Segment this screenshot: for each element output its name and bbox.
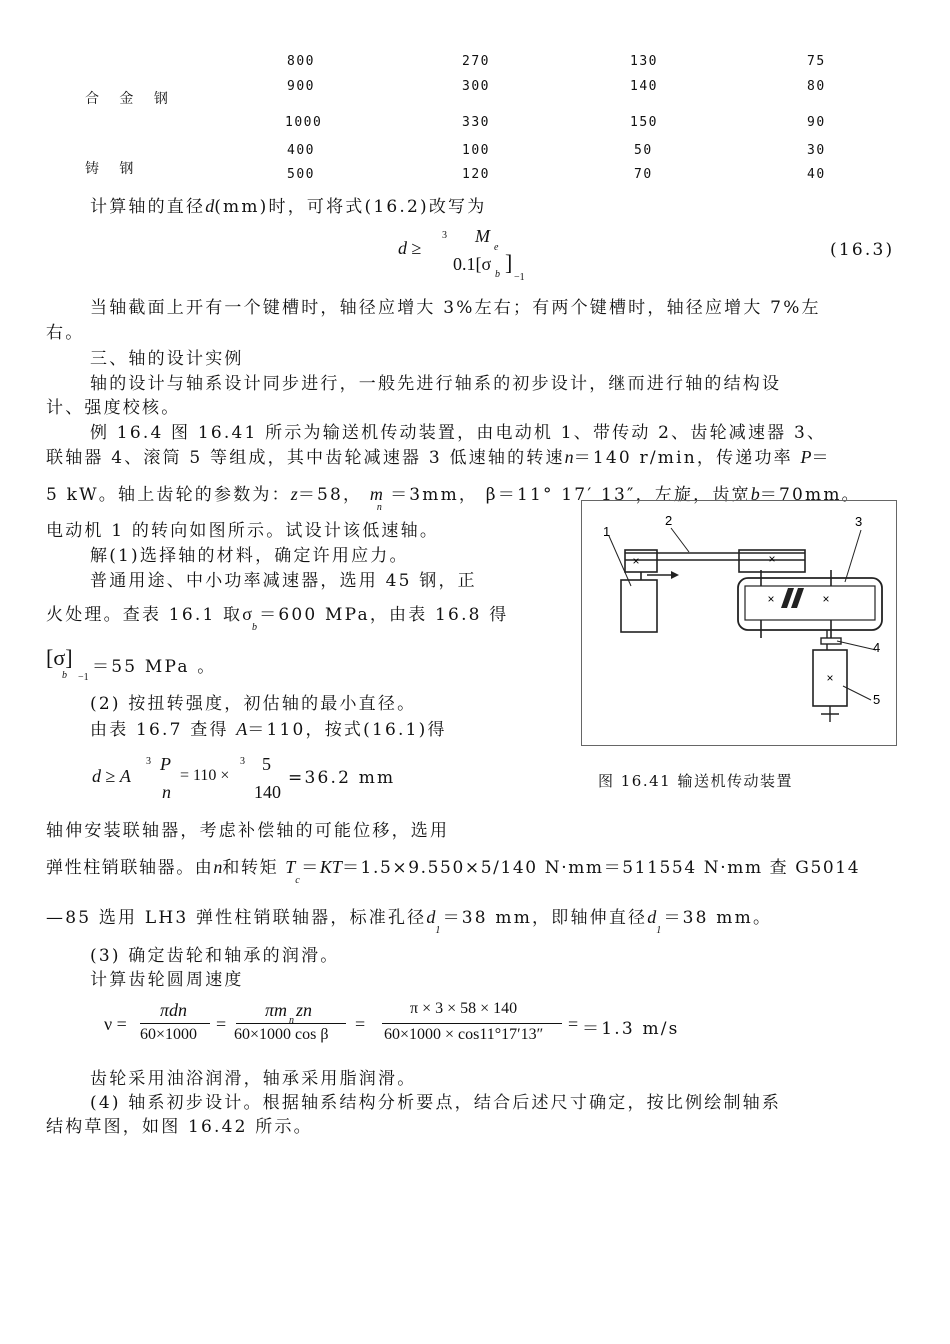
- text-run: ＝140 r/min，传递功率: [573, 448, 793, 468]
- text-run: 和转矩: [222, 858, 279, 878]
- text-run: ＝58，: [297, 485, 363, 505]
- math-var: b: [750, 484, 760, 504]
- svg-text:×: ×: [822, 592, 830, 606]
- math-num: 5: [262, 754, 271, 774]
- text-run: ＝38 mm。: [663, 908, 773, 928]
- math-var: d: [426, 907, 436, 927]
- text-run: ＝: [811, 448, 831, 468]
- math-op: = 110 ×: [180, 767, 230, 784]
- svg-text:×: ×: [632, 554, 640, 568]
- table-group-label: 合 金 钢: [85, 91, 174, 107]
- math-sub: b: [62, 670, 67, 681]
- text-run: 5 kW。轴上齿轮的参数为：: [46, 485, 291, 505]
- math-var: z: [290, 484, 298, 504]
- table-cell: 270: [462, 54, 490, 69]
- math-den: 0.1[σ: [453, 254, 492, 274]
- math-num: πm: [265, 1000, 288, 1020]
- bracket: ]: [505, 250, 513, 275]
- svg-text:×: ×: [767, 592, 775, 606]
- table-cell: 50: [634, 143, 653, 158]
- label-4: 4: [873, 640, 881, 655]
- paragraph-line: [46, 853, 861, 886]
- text-run: 火处理。查表 16.1 取: [46, 605, 243, 625]
- math-var: d: [92, 766, 101, 786]
- table-cell: 30: [807, 143, 826, 158]
- table-cell: 400: [287, 143, 315, 158]
- math-var: M: [475, 226, 490, 246]
- svg-text:×: ×: [768, 552, 776, 566]
- text-run: ＝1.5×9.550×5/140 N·mm＝511554 N·mm 查 G5014: [341, 858, 861, 878]
- math-var: d: [647, 907, 657, 927]
- math-var: [σ: [46, 645, 66, 670]
- paragraph-line: 齿轮采用油浴润滑，轴承采用脂润滑。: [90, 1069, 417, 1089]
- math-sub: b: [495, 269, 500, 280]
- paragraph-line: 右。: [46, 323, 85, 343]
- math-var: A: [236, 719, 248, 739]
- math-var: KT: [319, 857, 342, 877]
- text-run: ＝70mm。: [759, 485, 861, 505]
- math-sub: −1: [514, 272, 525, 283]
- math-sub: −1: [78, 672, 89, 683]
- math-var: d: [398, 238, 407, 258]
- paragraph-line: 电动机 1 的转向如图所示。试设计该低速轴。: [46, 521, 440, 541]
- math-sub: n: [376, 502, 385, 513]
- label-1: 1: [603, 524, 611, 539]
- paragraph-line: [46, 903, 773, 936]
- label-2: 2: [665, 513, 673, 528]
- paragraph: [90, 192, 486, 217]
- table-cell: 140: [630, 79, 658, 94]
- text-run: ＝: [301, 858, 320, 878]
- paragraph-line: 普通用途、中小功率减速器，选用 45 钢，正: [90, 571, 477, 591]
- math-den: 60×1000 × cos11°17′13″: [384, 1026, 544, 1043]
- paragraph-line: 例 16.4 图 16.41 所示为输送机传动装置，由电动机 1、带传动 2、齿轮减速器 3、: [90, 423, 827, 443]
- table-cell: 330: [462, 115, 490, 130]
- table-cell: 900: [287, 79, 315, 94]
- math-var: A: [119, 766, 131, 786]
- math-var: n: [564, 447, 574, 467]
- math-sub: n: [289, 1015, 294, 1026]
- paragraph-line: 当轴截面上开有一个键槽时，轴径应增大 3%左右；有两个键槽时，轴径应增大 7%左: [90, 298, 821, 318]
- paragraph-line: [46, 600, 509, 633]
- math-den: 60×1000: [140, 1026, 198, 1043]
- table-group-label: 铸 钢: [85, 161, 140, 177]
- table-cell: 800: [287, 54, 315, 69]
- math-sub: 1: [435, 925, 443, 936]
- table-cell: 130: [630, 54, 658, 69]
- paragraph-line: [90, 715, 447, 740]
- text-run: 由表 16.7 查得: [90, 720, 229, 740]
- math-var: n: [213, 857, 223, 877]
- paragraph-line: [46, 443, 831, 468]
- section-heading: 三、轴的设计实例: [90, 349, 244, 369]
- table-cell: 90: [807, 115, 826, 130]
- paragraph-line: 轴伸安装联轴器，考虑补偿轴的可能位移，选用: [46, 821, 450, 841]
- table-cell: 40: [807, 167, 826, 182]
- paragraph-line: 解(1)选择轴的材料，确定许用应力。: [90, 546, 409, 566]
- table-cell: 1000: [285, 115, 323, 130]
- math-var: P: [800, 447, 812, 467]
- text-run: —85 选用 LH3 弹性柱销联轴器，标准孔径: [46, 908, 427, 928]
- table-cell: 75: [807, 54, 826, 69]
- table-cell: 500: [287, 167, 315, 182]
- paragraph-line: (4) 轴系初步设计。根据轴系结构分析要点，结合后述尺寸确定，按比例绘制轴系: [90, 1093, 782, 1113]
- text-run: 联轴器 4、滚筒 5 等组成，其中齿轮减速器 3 低速轴的转速: [46, 448, 565, 468]
- text-run: ＝110，按式(16.1)得: [247, 720, 447, 740]
- math-num: πdn: [160, 1000, 188, 1020]
- math-op: =: [216, 1014, 227, 1034]
- root-index: 3: [240, 756, 245, 767]
- math-var: m: [369, 484, 383, 504]
- paragraph-line: (3) 确定齿轮和轴承的润滑。: [90, 946, 340, 966]
- text-run: ＝3mm， β＝11° 17′ 13″，左旋，齿宽: [390, 485, 751, 505]
- text-run: (mm)时，可将式(16.2)改写为: [214, 197, 487, 217]
- math-var: n: [162, 782, 171, 802]
- math-num: π × 3 × 58 × 140: [410, 1000, 518, 1017]
- math-num: 140: [254, 782, 281, 802]
- text-run: ＝600 MPa，由表 16.8 得: [259, 605, 509, 625]
- math-sub: b: [251, 622, 260, 633]
- table-cell: 120: [462, 167, 490, 182]
- math-num: zn: [296, 1000, 313, 1020]
- table-cell: 80: [807, 79, 826, 94]
- conveyor-drive-figure: [581, 500, 897, 746]
- allowable-stress-line: [46, 645, 89, 683]
- text-run: 计算轴的直径: [90, 197, 206, 217]
- label-5: 5: [873, 692, 881, 707]
- paragraph-line: (2) 按扭转强度，初估轴的最小直径。: [90, 694, 417, 714]
- math-var: d: [205, 196, 215, 216]
- paragraph-line: 结构草图，如图 16.42 所示。: [46, 1117, 313, 1137]
- math-var: σ: [242, 604, 252, 624]
- motor: [621, 580, 657, 632]
- math-var: T: [285, 857, 296, 877]
- math-op: ν =: [104, 1014, 127, 1034]
- equation-number: (16.3): [830, 240, 895, 260]
- root-index: 3: [146, 756, 151, 767]
- table-cell: 70: [634, 167, 653, 182]
- table-cell: 300: [462, 79, 490, 94]
- eq-result: ＝1.3 m/s: [582, 1019, 680, 1039]
- figure-caption: 图 16.41 输送机传动装置: [598, 772, 793, 790]
- root-index: 3: [442, 230, 447, 241]
- text-run: ＝38 mm，即轴伸直径: [442, 908, 648, 928]
- label-3: 3: [855, 514, 863, 529]
- math-op: =: [355, 1014, 366, 1034]
- paragraph-line: 计算齿轮圆周速度: [90, 970, 244, 990]
- math-var: P: [160, 754, 171, 774]
- eq-result: =36.2 mm: [288, 768, 396, 788]
- math-sub: c: [295, 875, 302, 886]
- table-cell: 150: [630, 115, 658, 130]
- text-run: 弹性柱销联轴器。由: [46, 858, 214, 878]
- bracket: ]: [65, 645, 73, 670]
- svg-text:×: ×: [826, 671, 834, 685]
- math-sub: 1: [656, 925, 664, 936]
- eq-lhs: d ≥: [398, 238, 422, 258]
- text-run: ＝55 MPa 。: [92, 657, 217, 677]
- math-op: =: [568, 1014, 579, 1034]
- math-den: 60×1000 cos β: [234, 1026, 329, 1043]
- paragraph-line: 轴的设计与轴系设计同步进行，一般先进行轴系的初步设计，继而进行轴的结构设: [90, 374, 782, 394]
- table-cell: 100: [462, 143, 490, 158]
- math-sub: e: [494, 242, 499, 253]
- paragraph-line: 计、强度校核。: [46, 398, 181, 418]
- eq-lhs: d ≥ A: [92, 766, 131, 786]
